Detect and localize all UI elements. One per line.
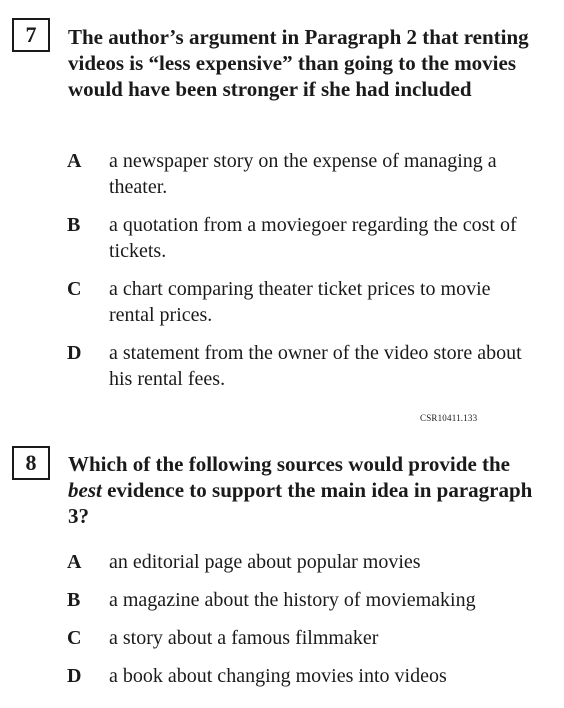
option-text: an editorial page about popular movies [109,551,421,573]
option-letter: A [67,551,82,573]
question-stem: The author’s argument in Paragraph 2 that renting videos is “less expensive” than going to the movies would have been stronger if she had included [68,25,529,101]
option-text: a story about a famous filmmaker [109,627,379,649]
option-text: a magazine about the history of moviemaking [109,589,476,611]
stem-emphasis: best [68,478,102,502]
question-number-box: 7 [12,18,50,52]
option-letter: D [67,665,82,687]
option-text: a chart comparing theater ticket prices to movie rental prices. [109,278,491,326]
option-text: a quotation from a moviegoer regarding the cost of tickets. [109,214,517,262]
option-letter: D [67,342,82,364]
item-code: CSR10411.133 [420,413,478,423]
option-letter: A [67,150,82,172]
option-letter: B [67,214,81,236]
option-letter: C [67,278,82,300]
question-number-box: 8 [12,446,50,480]
question-stem [68,451,538,529]
option-text: a book about changing movies into videos [109,665,447,687]
option-text: a newspaper story on the expense of managing a theater. [109,150,497,198]
stem-text: Which of the following sources would provide the [68,452,511,476]
option-text: a statement from the owner of the video store about his rental fees. [109,342,522,390]
option-letter: B [67,589,81,611]
stem-text: evidence to support the main idea in paragraph 3? [68,478,533,528]
option-letter: C [67,627,82,649]
